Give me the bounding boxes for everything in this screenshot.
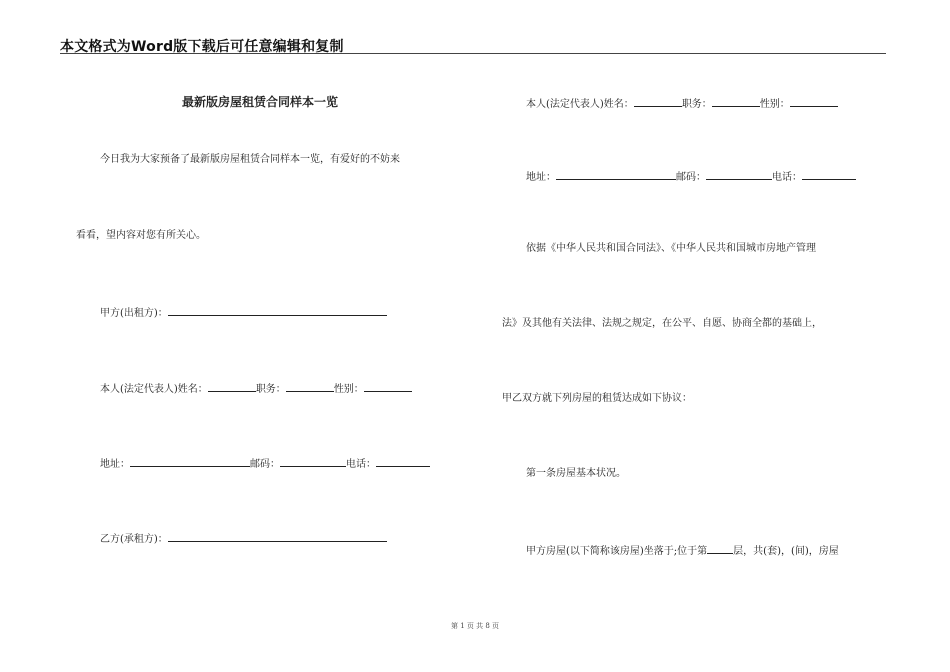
intro-line-2: 看看，望内容对您有所关心。 [76,230,206,241]
addr-a-label: 地址： [100,459,130,470]
rep-b-row [526,95,838,112]
rep-a-gender-blank [364,380,412,392]
phone-a-label: 电话： [346,459,376,470]
rep-a-duty-blank [286,380,334,392]
premises-post-text: 层，共(套)，(间)，房屋 [733,546,839,557]
addr-b-blank [556,168,676,180]
page-number: 第 1 页 共 8 页 [450,622,500,630]
rep-b-gender-label: 性别： [759,99,790,110]
party-a-label: 甲方(出租方)： [100,308,168,319]
zip-b-blank [706,168,772,180]
rep-b-duty-label: 职务： [681,99,712,110]
basis-line-3: 甲乙双方就下列房屋的租赁达成如下协议： [502,393,692,404]
phone-a-blank [376,455,430,467]
rep-b-duty-blank [712,95,760,107]
phone-b-label: 电话： [772,172,802,183]
basis-line-2: 法》及其他有关法律、法规之规定，在公平、自愿、协商全都的基础上， [502,318,822,329]
rep-b-name-label: 本人(法定代表人)姓名： [526,99,634,110]
document-title: 最新版房屋租赁合同样本一览 [181,95,338,109]
phone-b-blank [802,168,856,180]
party-a-blank [168,304,387,316]
page-header: 本文格式为Word版下载后可任意编辑和复制 [60,39,344,55]
addr-a-blank [130,455,250,467]
rep-a-name-label: 本人(法定代表人)姓名： [100,384,208,395]
article-1-heading: 第一条房屋基本状况。 [526,468,626,479]
header-rule [60,53,886,54]
addr-a-row [100,455,430,472]
party-b-label: 乙方(承租方)： [100,534,168,545]
rep-a-row [100,380,412,397]
rep-a-name-blank [208,380,256,392]
zip-a-label: 邮码： [250,459,280,470]
addr-b-row [526,168,856,185]
party-b-row [100,530,387,547]
rep-b-gender-blank [790,95,838,107]
rep-a-duty-label: 职务： [255,384,286,395]
intro-line-1: 今日我为大家预备了最新版房屋租赁合同样本一览，有爱好的不妨来 [100,154,400,165]
basis-line-1: 依据《中华人民共和国合同法》、《中华人民共和国城市房地产管理 [526,243,816,254]
party-a-row [100,304,387,321]
zip-a-blank [280,455,346,467]
premises-row [526,542,839,559]
zip-b-label: 邮码： [676,172,706,183]
addr-b-label: 地址： [526,172,556,183]
premises-pre-text: 甲方房屋(以下简称该房屋)坐落于;位于第 [526,546,708,557]
party-b-blank [168,530,387,542]
rep-b-name-blank [634,95,682,107]
floor-blank [707,542,733,554]
rep-a-gender-label: 性别： [333,384,364,395]
